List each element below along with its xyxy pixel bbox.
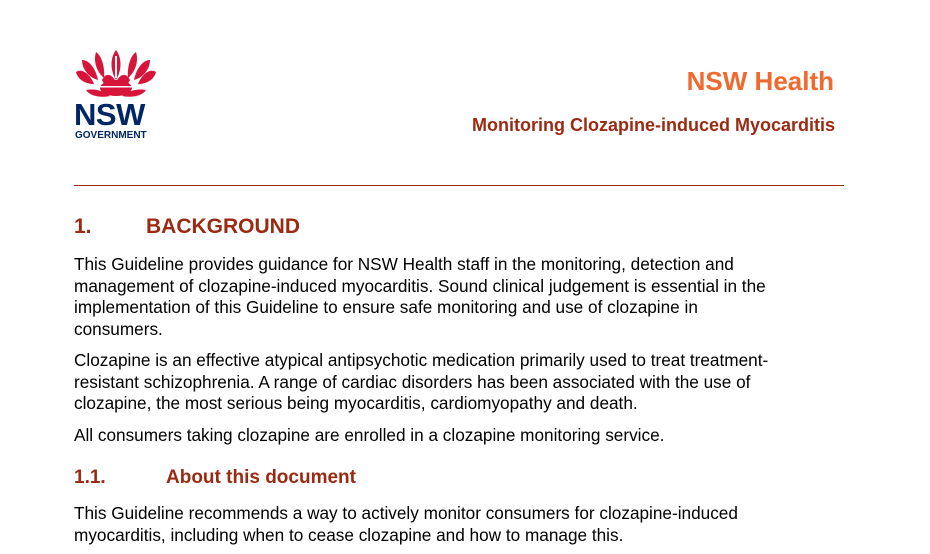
section-number: 1. (74, 215, 92, 238)
waratah-flower-icon (72, 50, 162, 100)
background-paragraph-2 (74, 350, 849, 415)
text-line: consumers. (74, 318, 163, 339)
subsection-title: About this document (166, 467, 356, 488)
about-paragraph-1 (74, 503, 849, 546)
text-line: implementation of this Guideline to ensure safe monitoring and use of clozapine in (74, 297, 698, 317)
text-line: management of clozapine-induced myocarditis. Sound clinical judgement is essential in the (74, 275, 766, 296)
logo-wordmark: NSW (74, 97, 145, 132)
background-paragraph-3 (74, 425, 849, 447)
nsw-government-logo (72, 50, 162, 145)
subsection-number: 1.1. (74, 467, 106, 488)
text-line: Clozapine is an effective atypical antipsychotic medication primarily used to treat treatment- (74, 350, 769, 370)
text-line: All consumers taking clozapine are enrolled in a clozapine monitoring service. (74, 425, 665, 445)
text-line: clozapine, the most serious being myocarditis, cardiomyopathy and death. (74, 393, 638, 413)
text-line: This Guideline recommends a way to actively monitor consumers for clozapine-induced (74, 503, 738, 523)
organization-title: NSW Health (686, 66, 834, 96)
text-line: This Guideline provides guidance for NSW Health staff in the monitoring, detection and (74, 254, 734, 274)
document-title: Monitoring Clozapine-induced Myocarditis (471, 115, 835, 135)
header-divider (74, 185, 844, 186)
logo-subtext: GOVERNMENT (75, 130, 147, 141)
section-heading-about (74, 467, 356, 489)
section-title: BACKGROUND (146, 215, 300, 238)
section-heading-background (74, 215, 300, 239)
text-line: resistant schizophrenia. A range of cardiac disorders has been associated with the use of (74, 371, 751, 392)
background-paragraph-1 (74, 254, 849, 340)
text-line: myocarditis, including when to cease clozapine and how to manage this. (74, 524, 624, 545)
